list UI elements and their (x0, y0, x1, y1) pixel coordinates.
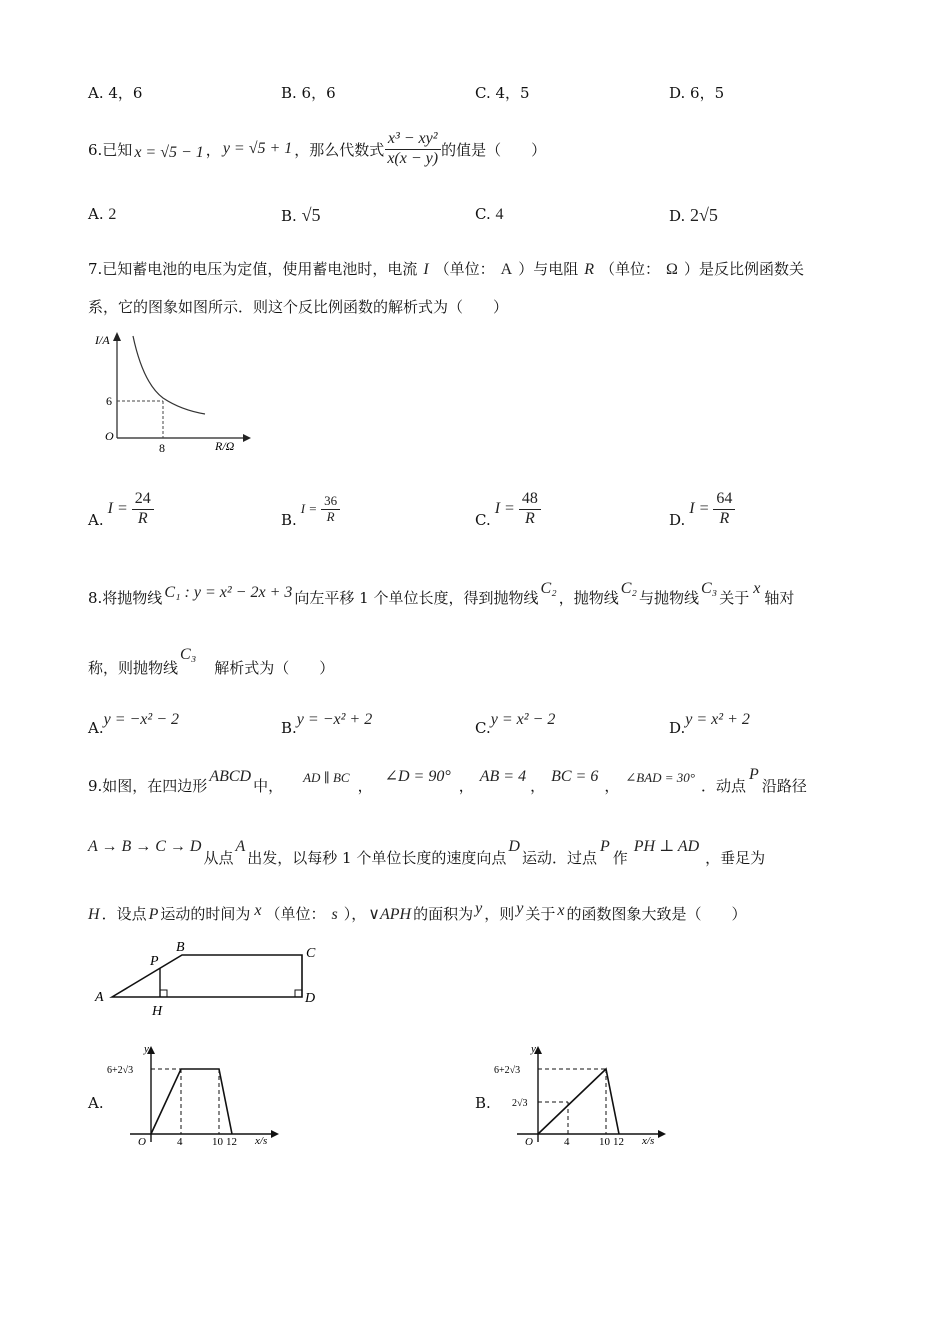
q6-fraction (384, 130, 441, 168)
q5-option-d: D. 6，5 (669, 84, 725, 102)
graph-b-y-label: y (531, 1043, 536, 1055)
q7-y-tick: 6 (106, 394, 112, 408)
q9-graph-b (492, 1042, 672, 1152)
q5-option-b: B. 6，6 (281, 84, 336, 102)
q6-comma: ， (205, 140, 221, 159)
q6-fraction-numerator: x³ − xy² (385, 130, 441, 149)
graph-a-x-arrow (271, 1130, 279, 1138)
q8-option-a: A. y = −x² − 2 (88, 711, 179, 737)
q6-option-a: A. 2 (88, 205, 117, 223)
q7-x-label: R/Ω (215, 439, 235, 453)
question-8-line-1: 8.将抛物线 C₁ : y = x² − 2x + 3 向左平移 1 个单位长度，得到抛物线 C₂ ，抛物线 C₂ 与抛物线 C₃ 关于 x 轴对 (88, 580, 795, 607)
q6-fraction-denominator: x(x − y) (387, 149, 439, 167)
q7-x-tick: 8 (159, 441, 165, 455)
q9-label-p: P (150, 954, 159, 969)
graph-a-x-tick-4: 4 (177, 1136, 183, 1148)
q6-mid: ，那么代数式 (294, 140, 385, 159)
q9-label-h: H (152, 1004, 163, 1019)
q8-option-b: B. y = −x² + 2 (281, 711, 373, 737)
q7-inverse-graph (95, 328, 255, 458)
graph-a-y-tick: 6+2√3 (107, 1065, 134, 1076)
q9-label-a: A (95, 990, 104, 1005)
graph-a-curve (151, 1069, 232, 1134)
question-6-stem (88, 118, 546, 180)
q9-graph-b-label: B. (475, 1094, 491, 1112)
q9-right-angle-d (295, 990, 302, 997)
question-8-line-2: 称，则抛物线 C₃ 解析式为（ ） (88, 646, 335, 677)
graph-a-y-label: y (144, 1043, 149, 1055)
q7-y-arrow (113, 332, 121, 341)
graph-b-x-tick-12: 12 (613, 1136, 624, 1148)
q7-origin: O (105, 429, 114, 443)
q8-option-d: D. y = x² + 2 (669, 711, 750, 737)
q7-x-arrow (243, 434, 251, 442)
q9-label-d: D (305, 991, 316, 1006)
q6-prefix: 6.已知 (88, 140, 133, 159)
q6-x-expression: x = √5 − 1 (134, 144, 204, 161)
q6-y-expression: y = √5 + 1 (222, 140, 293, 157)
q9-graph-a-label: A. (88, 1094, 104, 1112)
graph-a-x-label: x/s (255, 1135, 268, 1147)
graph-b-x-arrow (658, 1130, 666, 1138)
graph-b-curve (538, 1069, 619, 1134)
q7-y-label: I/A (95, 333, 110, 347)
graph-a-origin: O (138, 1136, 146, 1148)
q7-option-a: A. I = $\frac{24}{R}$ (88, 484, 154, 534)
graph-a-x-tick-10: 10 (212, 1136, 223, 1148)
q5-option-c: C. 4，5 (475, 84, 530, 102)
graph-b-x-label: x/s (642, 1135, 655, 1147)
q6-option-d: D. 2√5 (669, 205, 718, 225)
q9-quadrilateral-figure (90, 935, 330, 1020)
question-9-line-2: A → B → C → D 从点 A 出发，以每秒 1 个单位长度的速度向点 D 运动．过点 P 作 PH ⊥ AD ，垂足为 (88, 838, 766, 867)
q6-option-c: C. 4 (475, 205, 504, 223)
q7-option-d: D. I = $\frac{64}{R}$ (669, 484, 735, 534)
question-7-line-2: 系，它的图象如图所示．则这个反比例函数的解析式为（ ） (88, 298, 509, 316)
q6-option-b: B. √5 (281, 205, 321, 225)
question-9-line-3: H ．设点 P 运动的时间为 x （单位： s ）， ∨APH 的面积为 y ，则 y 关于 x 的函数图象大致是（ ） (88, 900, 747, 923)
q9-label-b: B (176, 940, 185, 955)
graph-b-y-tick-mid: 2√3 (512, 1098, 528, 1109)
q5-option-a: A. 4，6 (88, 84, 143, 102)
graph-b-origin: O (525, 1136, 533, 1148)
q9-right-angle-h (160, 990, 167, 997)
q9-graph-a (105, 1042, 285, 1152)
graph-b-y-tick-top: 6+2√3 (494, 1065, 521, 1076)
q7-curve (133, 336, 205, 414)
graph-a-x-tick-12: 12 (226, 1136, 237, 1148)
q8-option-c: C. y = x² − 2 (475, 711, 556, 737)
question-7-line-1: 7.已知蓄电池的电压为定值，使用蓄电池时，电流 I （单位： A ）与电阻 R （单位： Ω ）是反比例函数关 (88, 260, 804, 278)
q9-quadrilateral (112, 955, 302, 997)
q6-suffix: 的值是（ ） (441, 140, 547, 159)
graph-b-x-tick-4: 4 (564, 1136, 570, 1148)
q7-option-c: C. I = $\frac{48}{R}$ (475, 484, 541, 534)
q7-option-b: B. I = $\frac{36}{R}$ (281, 484, 340, 534)
graph-b-x-tick-10: 10 (599, 1136, 610, 1148)
q9-label-c: C (306, 946, 316, 961)
question-9-line-1: 9.如图，在四边形 ABCD 中， AD ∥ BC ， ∠D = 90° ， AB = 4 ， BC = 6 ， ∠BAD = 30° ．动点 P 沿路径 (88, 766, 807, 795)
